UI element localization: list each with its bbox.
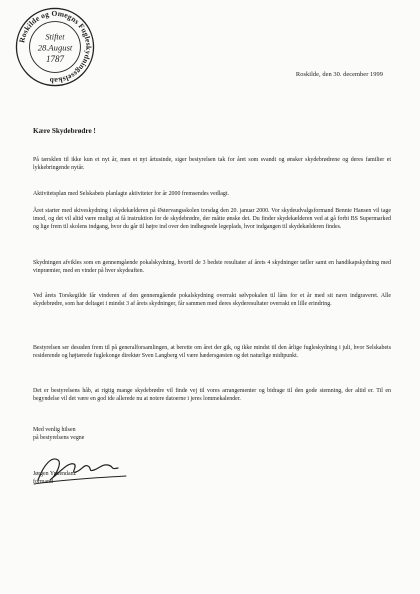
paragraph: På tærsklen til ikke kun et nyt år, men et nyt årtusinde, siger bestyrelsen tak for året som svandt og ønsker skydebrødrene og deres familier et lykkebringende nytår. xyxy=(33,157,391,172)
signer-name: Jørgen Ypkendanz xyxy=(33,471,77,477)
closing-line: på bestyrelsens vegne xyxy=(33,435,85,442)
paragraph: Aktivitetsplan med Selskabets planlagte aktiviteter for år 2000 fremsendes vedlagt. xyxy=(33,191,229,197)
society-seal xyxy=(14,6,96,88)
paragraph: Det er bestyrelsens håb, at rigtig mange skydebrødre vil finde vej til vores arrangementer og bidrage til den gode stemning, der altid er. Til en begyndelse vil det være en god ide allerede nu at notere datoerne i jeres lommekalender. xyxy=(33,388,391,403)
paragraph: Ved årets Torskegilde får vinderen af den gennemgående pokalskydning overrakt sølvpokalen til låns for et år med sit navn indgraveret. Alle skydebrødre, som har deltaget i mindst 3 af årets skydninger, får sammen med deres skyderesultater overrakt en lille erindring. xyxy=(33,293,391,308)
signer-title: formand xyxy=(33,479,53,486)
seal-line-date: 28.August xyxy=(37,42,73,53)
seal-ring-text: Roskilde og Omegns Fugleskydningsselskab xyxy=(17,8,94,86)
closing-line: Med venlig hilsen xyxy=(33,427,76,433)
greeting: Kære Skydebrødre ! xyxy=(33,127,96,135)
place-date: Roskilde, den 30. december 1999 xyxy=(295,71,383,78)
signer xyxy=(33,470,76,486)
seal-line-founded: Stiftet xyxy=(45,32,65,42)
paragraph: Året starter med skiveskydning i skydekælderen på Østervangsskolen torsdag den 20. januar 2000. Vor skydeudvalgsformand Bennie Hansen vil tage imod, og det vil altid være muligt at få instruktion for de skydebrødre, der måtte ønske det. Du finder skydekælderen ved at gå forbi BS Supermarked og lige frem til skolens indgang, hvor du går til højre ind over den indhegnede legeplads, hvor indgangen til skydekælderen findes. xyxy=(33,208,391,231)
closing xyxy=(33,426,84,442)
paragraph: Skydningen afvikles som en gennemgående pokalskydning, hvortil de 3 bedste resultater af årets 4 skydninger tæller samt en handikapskydning med vinpræmier, med en vinder på hver skydeaften. xyxy=(33,260,391,275)
paragraph: Bestyrelsen ser desuden frem til på generalforsamlingen, at berette om året der gik, og ikke mindst til den årlige fugleskydning i juli, hvor Selskabets residerende og højtærede fuglekonge direktør Sven Langberg vil være hædersgæsten og det naturlige midtpunkt. xyxy=(33,345,391,360)
seal-line-year: 1787 xyxy=(46,53,64,64)
